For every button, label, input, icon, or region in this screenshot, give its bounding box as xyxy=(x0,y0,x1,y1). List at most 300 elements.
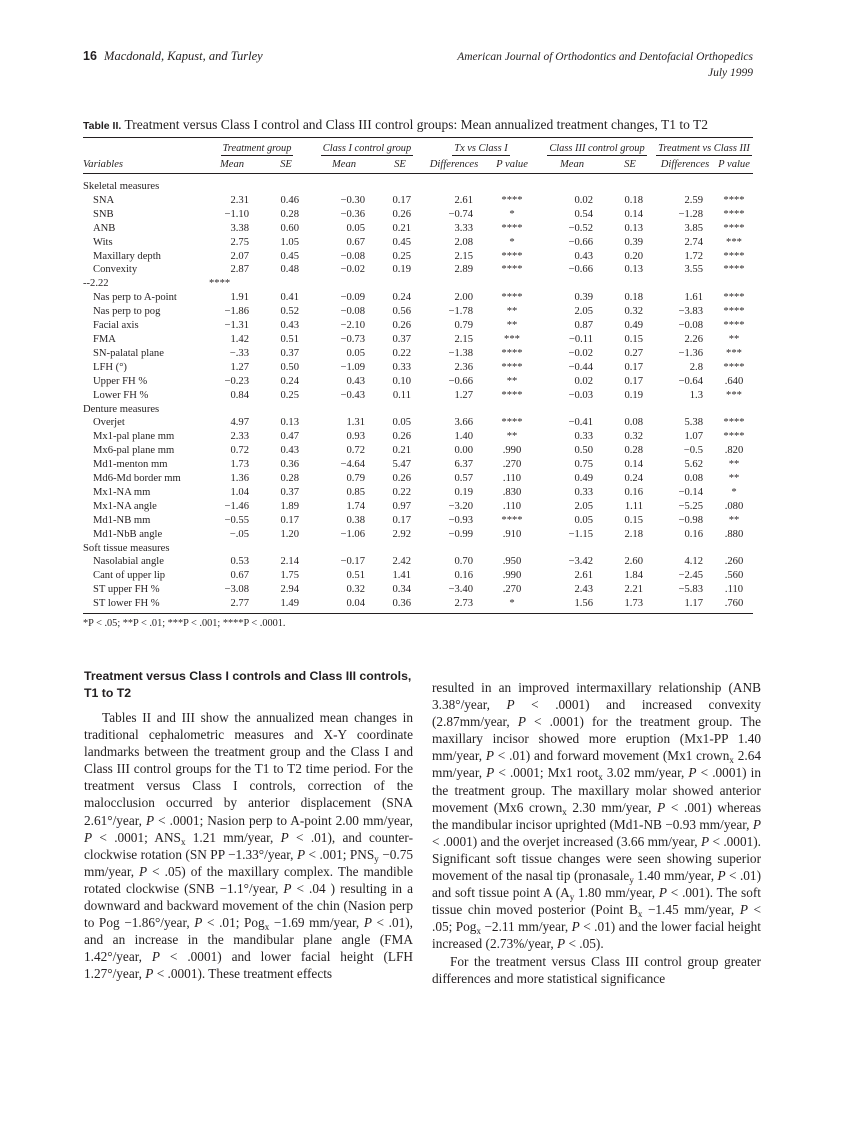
variable-name: ANB xyxy=(93,222,116,234)
table-row xyxy=(83,486,753,500)
value-cell: 0.41 xyxy=(280,292,299,304)
value-cell: 0.15 xyxy=(624,333,643,345)
p-value-cell: **** xyxy=(501,264,523,276)
value-cell: 0.21 xyxy=(392,445,411,457)
p-value-cell: .830 xyxy=(502,486,522,498)
column-header: P value xyxy=(485,156,539,174)
value-cell: 0.60 xyxy=(280,222,299,234)
value-cell: −2.10 xyxy=(340,320,365,332)
value-cell: 0.43 xyxy=(346,375,365,387)
value-cell: 0.67 xyxy=(346,236,365,248)
value-cell: 0.93 xyxy=(346,431,365,443)
table-row xyxy=(83,458,753,472)
value-cell: 0.28 xyxy=(624,445,643,457)
variable-name: Nasolabial angle xyxy=(93,556,164,568)
variable-name: ST upper FH % xyxy=(93,584,160,596)
value-cell: 0.50 xyxy=(280,361,299,373)
value-cell: 0.32 xyxy=(346,584,365,596)
p-value-cell: **** xyxy=(501,514,523,526)
table-row xyxy=(83,416,753,430)
value-cell: −5.25 xyxy=(678,500,703,512)
value-cell: 2.36 xyxy=(454,361,473,373)
value-cell: 0.33 xyxy=(574,486,593,498)
table-row xyxy=(83,500,753,514)
value-cell: −0.09 xyxy=(340,292,365,304)
p-value-cell: **** xyxy=(723,194,745,206)
p-value-cell: **** xyxy=(501,250,523,262)
value-cell: 0.20 xyxy=(624,250,643,262)
value-cell: 0.02 xyxy=(574,375,593,387)
table-row xyxy=(83,319,753,333)
value-cell: 1.40 xyxy=(454,431,473,443)
p-value-cell: .880 xyxy=(724,528,744,540)
value-cell: 0.24 xyxy=(624,473,643,485)
value-cell: 1.27 xyxy=(454,389,473,401)
value-cell: 2.00 xyxy=(454,292,473,304)
variable-name: Nas perp to A-point xyxy=(93,292,177,304)
value-cell: 0.15 xyxy=(624,514,643,526)
value-cell: 0.17 xyxy=(280,514,299,526)
table-row xyxy=(83,250,753,264)
table-row xyxy=(83,291,753,305)
value-cell: 0.28 xyxy=(280,208,299,220)
value-cell: 0.39 xyxy=(574,292,593,304)
value-cell: 1.73 xyxy=(605,597,655,613)
p-value-cell: **** xyxy=(723,264,745,276)
variable-name: Mx6-pal plane mm xyxy=(93,445,175,457)
p-value-cell: * xyxy=(731,486,737,498)
value-cell: 0.27 xyxy=(624,347,643,359)
authors: Macdonald, Kapust, and Turley xyxy=(104,49,263,63)
value-cell: 2.75 xyxy=(230,236,249,248)
value-cell: 0.79 xyxy=(454,320,473,332)
value-cell: 0.22 xyxy=(392,486,411,498)
value-cell: 0.39 xyxy=(624,236,643,248)
value-cell: 2.05 xyxy=(574,500,593,512)
p-value-cell: **** xyxy=(723,222,745,234)
group-header: Tx vs Class I xyxy=(454,143,508,154)
p-value-cell: *** xyxy=(726,389,742,401)
column-header: Mean xyxy=(311,156,377,174)
value-cell: −3.08 xyxy=(224,584,249,596)
value-cell: 1.61 xyxy=(684,292,703,304)
value-cell: 2.61 xyxy=(454,194,473,206)
table-row xyxy=(83,194,753,208)
variable-name: ST lower FH % xyxy=(83,597,203,613)
value-cell: 2.05 xyxy=(574,306,593,318)
value-cell: 3.38 xyxy=(230,222,249,234)
p-value-cell: **** xyxy=(501,417,523,429)
value-cell: −3.40 xyxy=(448,584,473,596)
p-value-cell: **** xyxy=(723,208,745,220)
value-cell: −0.99 xyxy=(448,528,473,540)
value-cell: 1.49 xyxy=(261,597,311,613)
value-cell: −3.20 xyxy=(448,500,473,512)
page-number: 16 xyxy=(83,49,97,63)
variable-name: Nas perp to pog xyxy=(93,306,161,318)
column-header: SE xyxy=(605,156,655,174)
value-cell: 1.73 xyxy=(230,459,249,471)
value-cell: −0.08 xyxy=(678,320,703,332)
column-header: SE xyxy=(377,156,423,174)
table-row xyxy=(83,333,753,347)
results-table xyxy=(83,137,753,614)
value-cell: 0.36 xyxy=(377,597,423,613)
p-value-cell: *** xyxy=(504,333,520,345)
value-cell: −0.5 xyxy=(683,445,703,457)
table-row xyxy=(83,430,753,444)
value-cell: 0.70 xyxy=(454,556,473,568)
value-cell: 0.43 xyxy=(280,320,299,332)
value-cell: −0.11 xyxy=(568,333,593,345)
value-cell: 0.45 xyxy=(280,250,299,262)
value-cell: 0.18 xyxy=(624,292,643,304)
table-row xyxy=(83,597,753,613)
table-row xyxy=(83,263,753,277)
p-value-cell: .560 xyxy=(724,570,744,582)
value-cell: 0.32 xyxy=(624,306,643,318)
section-label: Soft tissue measures xyxy=(83,542,170,554)
value-cell: 2.08 xyxy=(454,236,473,248)
value-cell: 3.85 xyxy=(684,222,703,234)
value-cell: −0.08 xyxy=(340,250,365,262)
value-cell: −5.83 xyxy=(678,584,703,596)
value-cell: 0.49 xyxy=(574,473,593,485)
value-cell: −1.06 xyxy=(340,528,365,540)
section-row xyxy=(83,542,753,556)
value-cell: 0.38 xyxy=(346,514,365,526)
value-cell: −1.10 xyxy=(224,208,249,220)
value-cell: 0.57 xyxy=(454,473,473,485)
value-cell: 0.26 xyxy=(392,431,411,443)
section-row xyxy=(83,174,753,194)
variable-name: LFH (°) xyxy=(93,361,127,373)
value-cell: 0.37 xyxy=(280,486,299,498)
value-cell: 0.19 xyxy=(454,486,473,498)
variable-name: SNA xyxy=(93,194,115,206)
value-cell: 2.89 xyxy=(454,264,473,276)
p-value-cell: **** xyxy=(723,417,745,429)
value-cell: 0.45 xyxy=(392,236,411,248)
value-cell: −0.66 xyxy=(568,236,593,248)
value-cell: −3.42 xyxy=(568,556,593,568)
value-cell: −0.93 xyxy=(448,514,473,526)
value-cell: 0.04 xyxy=(311,597,377,613)
variable-name: Mx1-NA mm xyxy=(93,486,151,498)
column-header-row xyxy=(83,156,753,174)
value-cell: 3.33 xyxy=(454,222,473,234)
p-value-cell: ** xyxy=(506,431,518,443)
value-cell: 0.48 xyxy=(280,264,299,276)
stray-row xyxy=(83,277,753,291)
value-cell: 0.46 xyxy=(280,194,299,206)
table-row xyxy=(83,305,753,319)
value-cell: 0.36 xyxy=(280,459,299,471)
value-cell: 0.33 xyxy=(392,361,411,373)
value-cell: 0.51 xyxy=(346,570,365,582)
value-cell: −.33 xyxy=(229,347,249,359)
value-cell: 1.74 xyxy=(346,500,365,512)
value-cell: 2.59 xyxy=(684,194,703,206)
p-value-cell: ** xyxy=(506,306,518,318)
table-footnote: *P < .05; **P < .01; ***P < .001; ****P < .0001. xyxy=(83,618,286,630)
variable-name: SN-palatal plane xyxy=(93,347,164,359)
table-body xyxy=(83,174,753,614)
value-cell: 0.13 xyxy=(624,222,643,234)
value-cell: 2.8 xyxy=(689,361,703,373)
value-cell: 0.24 xyxy=(280,375,299,387)
value-cell: 2.61 xyxy=(574,570,593,582)
value-cell: 0.32 xyxy=(624,431,643,443)
value-cell: 2.15 xyxy=(454,250,473,262)
p-value-cell: *** xyxy=(726,236,742,248)
table-row xyxy=(83,375,753,389)
value-cell: 0.02 xyxy=(574,194,593,206)
value-cell: 0.14 xyxy=(624,459,643,471)
variable-name: Wits xyxy=(93,236,113,248)
value-cell: 5.47 xyxy=(392,459,411,471)
value-cell: 3.55 xyxy=(684,264,703,276)
value-cell: −4.64 xyxy=(340,459,365,471)
section-row xyxy=(83,403,753,417)
value-cell: 0.18 xyxy=(624,194,643,206)
table-row xyxy=(83,472,753,486)
value-cell: 0.49 xyxy=(624,320,643,332)
value-cell: 1.41 xyxy=(392,570,411,582)
value-cell: 1.75 xyxy=(280,570,299,582)
p-value-cell: **** xyxy=(501,347,523,359)
value-cell: 0.19 xyxy=(392,264,411,276)
value-cell: −1.36 xyxy=(678,347,703,359)
p-value-cell: ** xyxy=(728,333,740,345)
value-cell: 0.37 xyxy=(280,347,299,359)
column-header: Mean xyxy=(539,156,605,174)
value-cell: 0.17 xyxy=(392,514,411,526)
table-row xyxy=(83,361,753,375)
variable-name: SNB xyxy=(93,208,114,220)
p-value-cell: .110 xyxy=(502,473,522,485)
p-value-cell: .270 xyxy=(502,584,522,596)
p-value-cell: **** xyxy=(501,389,523,401)
variable-name: Md1-menton mm xyxy=(93,459,168,471)
value-cell: −0.52 xyxy=(568,222,593,234)
value-cell: 0.05 xyxy=(574,514,593,526)
value-cell: 1.17 xyxy=(655,597,715,613)
value-cell: 2.87 xyxy=(230,264,249,276)
value-cell: 0.51 xyxy=(280,333,299,345)
value-cell: 0.52 xyxy=(280,306,299,318)
column-header: SE xyxy=(261,156,311,174)
value-cell: 0.11 xyxy=(392,389,411,401)
value-cell: 2.60 xyxy=(624,556,643,568)
p-value-cell: ** xyxy=(728,514,740,526)
p-value-cell: **** xyxy=(501,292,523,304)
value-cell: 2.26 xyxy=(684,333,703,345)
value-cell: −0.55 xyxy=(224,514,249,526)
p-value-cell: .110 xyxy=(724,584,744,596)
p-value-cell: **** xyxy=(723,361,745,373)
value-cell: 0.13 xyxy=(624,264,643,276)
p-value-cell: * xyxy=(509,236,515,248)
variable-name: Cant of upper lip xyxy=(93,570,166,582)
value-cell: 0.05 xyxy=(392,417,411,429)
value-cell: 1.36 xyxy=(230,473,249,485)
value-cell: −0.02 xyxy=(568,347,593,359)
section-heading: Treatment versus Class I controls and Class III controls, T1 to T2 xyxy=(84,669,412,700)
value-cell: 0.19 xyxy=(624,389,643,401)
value-cell: −3.83 xyxy=(678,306,703,318)
value-cell: −0.30 xyxy=(340,194,365,206)
value-cell: −0.23 xyxy=(224,375,249,387)
table-row xyxy=(83,389,753,403)
value-cell: 2.14 xyxy=(280,556,299,568)
value-cell: 1.05 xyxy=(280,236,299,248)
value-cell: 0.97 xyxy=(392,500,411,512)
value-cell: −2.45 xyxy=(678,570,703,582)
running-head-right xyxy=(457,49,753,81)
value-cell: −0.98 xyxy=(678,514,703,526)
value-cell: −1.28 xyxy=(678,208,703,220)
value-cell: 0.08 xyxy=(624,417,643,429)
p-value-cell: * xyxy=(485,597,539,613)
value-cell: 0.26 xyxy=(392,473,411,485)
column-header: P value xyxy=(715,156,753,174)
value-cell: 5.62 xyxy=(684,459,703,471)
p-value-cell: .110 xyxy=(502,500,522,512)
value-cell: −0.44 xyxy=(568,361,593,373)
value-cell: −0.66 xyxy=(448,375,473,387)
p-value-cell: * xyxy=(509,208,515,220)
value-cell: −0.64 xyxy=(678,375,703,387)
variable-name: Mx1-NA angle xyxy=(93,500,157,512)
running-head xyxy=(83,49,753,85)
p-value-cell: ** xyxy=(506,320,518,332)
value-cell: −0.08 xyxy=(340,306,365,318)
value-cell: 1.56 xyxy=(539,597,605,613)
table-row xyxy=(83,222,753,236)
value-cell: 1.07 xyxy=(684,431,703,443)
value-cell: 0.72 xyxy=(230,445,249,457)
table-row xyxy=(83,208,753,222)
group-header-row xyxy=(83,142,753,156)
value-cell: −1.31 xyxy=(224,320,249,332)
variable-name: Md1-NB mm xyxy=(93,514,151,526)
value-cell: 0.85 xyxy=(346,486,365,498)
table-caption xyxy=(83,117,753,133)
p-value-cell: ** xyxy=(728,473,740,485)
p-value-cell: **** xyxy=(501,194,523,206)
value-cell: 0.17 xyxy=(624,375,643,387)
table-row xyxy=(83,236,753,250)
value-cell: 2.33 xyxy=(230,431,249,443)
value-cell: 1.04 xyxy=(230,486,249,498)
value-cell: 1.20 xyxy=(280,528,299,540)
table-row xyxy=(83,514,753,528)
p-value-cell: **** xyxy=(723,250,745,262)
value-cell: 1.89 xyxy=(280,500,299,512)
variable-name: FMA xyxy=(93,333,116,345)
stray-value: --2.22 xyxy=(83,278,109,290)
value-cell: 0.17 xyxy=(392,194,411,206)
column-header: Variables xyxy=(83,156,203,174)
p-value-cell: .820 xyxy=(724,445,744,457)
section-label: Denture measures xyxy=(83,403,160,415)
group-header: Treatment group xyxy=(222,143,292,154)
value-cell: −1.09 xyxy=(340,361,365,373)
p-value-cell: .640 xyxy=(724,375,744,387)
value-cell: 2.74 xyxy=(684,236,703,248)
running-head-left xyxy=(83,49,263,64)
variable-name: Maxillary depth xyxy=(93,250,161,262)
group-header: Treatment vs Class III xyxy=(658,143,750,154)
value-cell: 0.47 xyxy=(280,431,299,443)
value-cell: −1.86 xyxy=(224,306,249,318)
table-row xyxy=(83,569,753,583)
variable-name: Convexity xyxy=(93,264,138,276)
value-cell: −0.17 xyxy=(340,556,365,568)
journal-name: American Journal of Orthodontics and Dentofacial Orthopedics xyxy=(457,51,753,63)
value-cell: 2.21 xyxy=(624,584,643,596)
value-cell: 0.37 xyxy=(392,333,411,345)
value-cell: 2.42 xyxy=(392,556,411,568)
p-value-cell: **** xyxy=(723,431,745,443)
value-cell: −0.14 xyxy=(678,486,703,498)
value-cell: −0.73 xyxy=(340,333,365,345)
value-cell: −1.46 xyxy=(224,500,249,512)
value-cell: 0.10 xyxy=(392,375,411,387)
value-cell: 0.75 xyxy=(574,459,593,471)
p-value-cell: **** xyxy=(723,292,745,304)
value-cell: 0.16 xyxy=(684,528,703,540)
value-cell: 1.31 xyxy=(346,417,365,429)
p-value-cell: *** xyxy=(726,347,742,359)
text-column-left xyxy=(84,668,413,983)
p-value-cell: **** xyxy=(723,306,745,318)
table-row xyxy=(83,555,753,569)
value-cell: 2.07 xyxy=(230,250,249,262)
value-cell: 0.00 xyxy=(454,445,473,457)
value-cell: 0.14 xyxy=(624,208,643,220)
value-cell: 0.54 xyxy=(574,208,593,220)
p-value-cell: **** xyxy=(501,222,523,234)
value-cell: −1.15 xyxy=(568,528,593,540)
stray-significance: **** xyxy=(209,278,231,290)
value-cell: −0.43 xyxy=(340,389,365,401)
section-label: Skeletal measures xyxy=(83,181,160,192)
value-cell: 0.33 xyxy=(574,431,593,443)
value-cell: −0.02 xyxy=(340,264,365,276)
value-cell: 0.05 xyxy=(346,222,365,234)
p-value-cell: .270 xyxy=(502,459,522,471)
value-cell: 0.25 xyxy=(392,250,411,262)
body-paragraph: For the treatment versus Class III control group greater differences and more statistical significance xyxy=(432,953,761,986)
value-cell: 0.24 xyxy=(392,292,411,304)
value-cell: −0.03 xyxy=(568,389,593,401)
p-value-cell: .990 xyxy=(502,445,522,457)
value-cell: 0.05 xyxy=(346,347,365,359)
value-cell: 0.28 xyxy=(280,473,299,485)
value-cell: 4.12 xyxy=(684,556,703,568)
p-value-cell: ** xyxy=(728,459,740,471)
value-cell: 0.16 xyxy=(624,486,643,498)
table-row xyxy=(83,528,753,542)
table-row xyxy=(83,347,753,361)
value-cell: −0.36 xyxy=(340,208,365,220)
value-cell: −.05 xyxy=(229,528,249,540)
value-cell: 1.42 xyxy=(230,333,249,345)
value-cell: 0.16 xyxy=(454,570,473,582)
value-cell: 0.34 xyxy=(392,584,411,596)
